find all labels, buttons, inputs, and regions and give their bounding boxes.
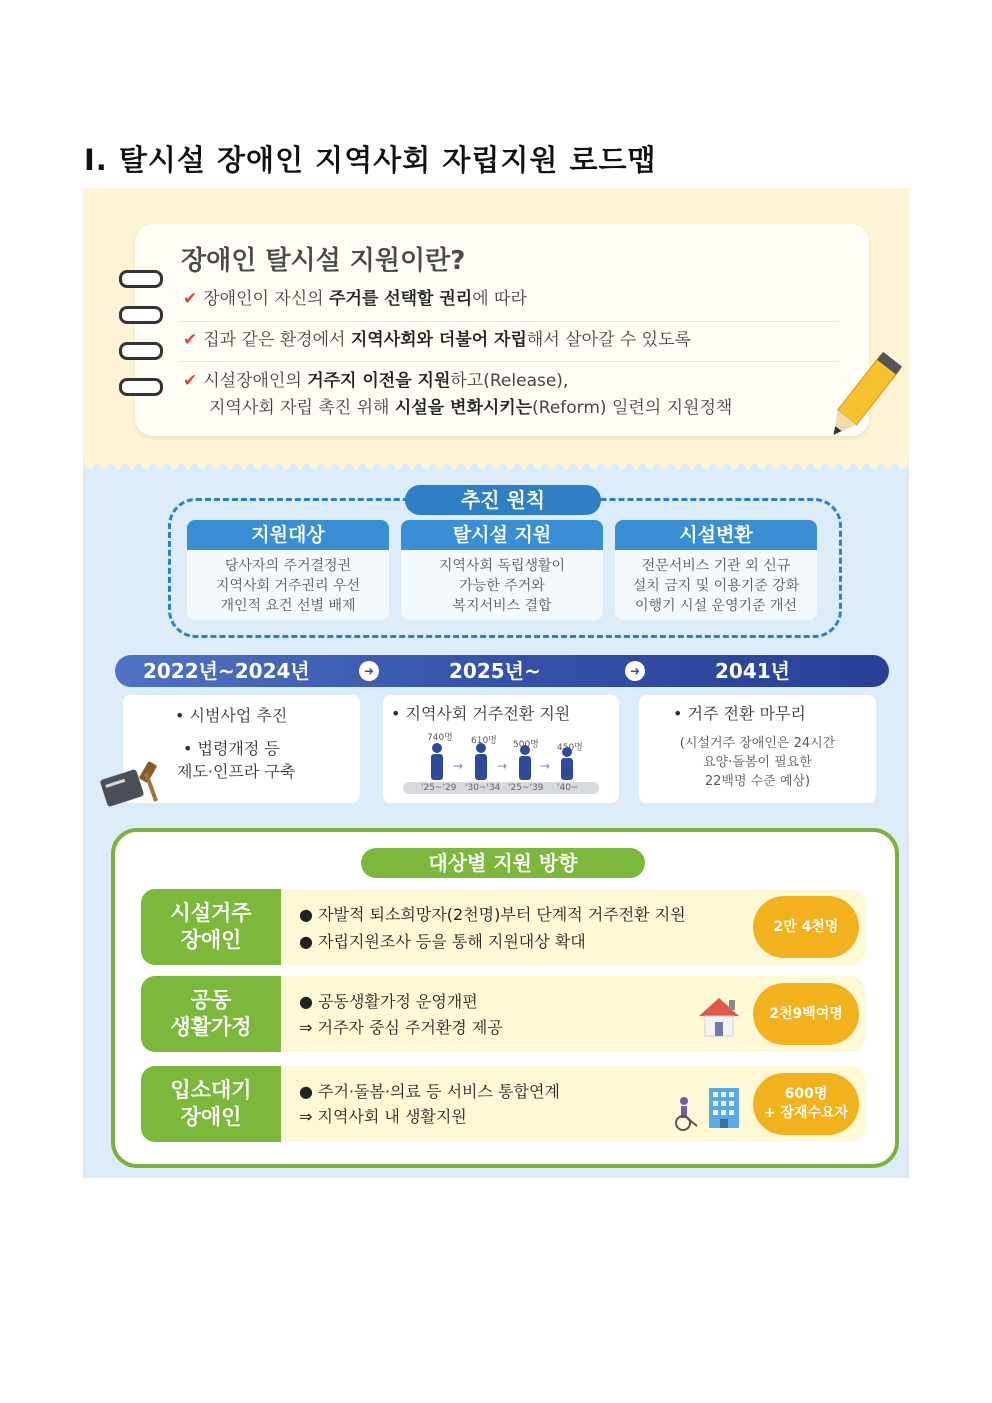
target-row-line: ● 자발적 퇴소희망자(2천명)부터 단계적 거주전환 지원: [299, 905, 686, 924]
principle-column: [187, 520, 389, 620]
heading-line: 장애인: [180, 1105, 242, 1129]
target-row: [141, 889, 865, 965]
notebook-ring: [119, 342, 163, 360]
definition-item: [209, 395, 732, 422]
principle-line: 당사자의 주거결정권: [224, 558, 352, 574]
badge-line: + 잠재수요자: [763, 1105, 849, 1121]
principle-column: [401, 520, 603, 620]
pencil-icon: [815, 346, 905, 456]
timeline-period: 2041년: [715, 659, 790, 683]
divider: [179, 321, 839, 322]
phase-note-line: (시설거주 장애인은 24시간: [679, 736, 836, 751]
arrow-right-icon: ➜: [359, 661, 379, 681]
page-title: Ⅰ. 탈시설 장애인 지역사회 자립지원 로드맵: [84, 143, 657, 177]
badge-line: 600명: [784, 1086, 828, 1102]
heading-line: 공동: [190, 988, 232, 1012]
phase-item: • 법령개정 등: [183, 739, 280, 758]
figure-years: '30~'34: [465, 783, 501, 793]
roadmap-infographic: [83, 188, 909, 1178]
principle-line: 설치 금지 및 이용기준 강화: [632, 578, 800, 594]
arrow-right-icon: ➜: [625, 661, 645, 681]
target-row-line: ● 주거·돌봄·의료 등 서비스 통합연계: [299, 1082, 560, 1101]
zigzag-divider: [83, 456, 909, 470]
definition-emphasis: 시설을 변화시키는: [394, 398, 533, 418]
figure-count: 500명: [513, 740, 539, 750]
wheelchair-icon: [671, 1096, 701, 1132]
phase-note-line: 22백명 수준 예상): [704, 774, 811, 789]
definition-text: 해서 살아갈 수 있도록: [526, 330, 691, 350]
badge-line: 2만 4천명: [773, 918, 839, 935]
definition-text: 장애인이 자신의: [203, 289, 330, 309]
house-icon: [697, 994, 741, 1038]
principle-heading: 탈시설 지원: [401, 520, 603, 550]
target-row-line: ● 공동생활가정 운영개편: [299, 992, 478, 1011]
notebook-ring: [119, 270, 163, 288]
phase-item: • 거주 전환 마무리: [673, 704, 806, 723]
definition-emphasis: 거주지 이전을 지원: [307, 371, 451, 391]
principle-heading: 시설변환: [615, 520, 817, 550]
svg-text:→: →: [540, 759, 551, 773]
phase-note-line: 요양·돌봄이 필요한: [703, 755, 812, 770]
targets-title: 대상별 지원 방향: [361, 848, 645, 878]
notebook-ring: [119, 378, 163, 396]
principle-line: 전문서비스 기관 외 신규: [641, 558, 791, 574]
figure-years: '25~'39: [508, 783, 544, 793]
timeline-period: 2022년~2024년: [143, 659, 310, 683]
figure-count: 450명: [557, 743, 583, 753]
count-badge: [753, 1073, 859, 1135]
definition-text: 시설장애인의: [203, 371, 308, 391]
target-row-line: ● 자립지원조사 등을 통해 지원대상 확대: [299, 932, 586, 951]
gavel-law-book-icon: [99, 754, 167, 808]
target-row: [141, 976, 865, 1052]
divider: [179, 361, 839, 362]
phase-item: • 지역사회 거주전환 지원: [391, 704, 571, 723]
principle-column: [615, 520, 817, 620]
principle-line: 이행기 시설 운영기준 개선: [634, 598, 798, 614]
definition-text: 지역사회 자립 촉진 위해: [209, 398, 395, 418]
checkmark-icon: ✔: [183, 330, 198, 350]
principles-title: 추진 원칙: [405, 485, 601, 515]
phase-note: [645, 734, 870, 791]
heading-line: 시설거주: [170, 901, 252, 925]
checkmark-icon: ✔: [183, 289, 198, 309]
target-row-heading: [141, 1066, 281, 1142]
timeline-period: 2025년~: [449, 659, 541, 683]
notebook-ring: [119, 306, 163, 324]
principle-body: [401, 550, 603, 616]
figure-count: 610명: [471, 736, 497, 746]
heading-line: 장애인: [180, 928, 242, 952]
definition-text: 집과 같은 환경에서: [203, 330, 351, 350]
principle-line: 복지서비스 결합: [452, 598, 552, 614]
definition-title: 장애인 탈시설 지원이란?: [181, 246, 466, 276]
svg-text:→: →: [497, 759, 508, 773]
target-row-heading: [141, 976, 281, 1052]
principle-line: 지역사회 거주권리 우선: [215, 578, 361, 594]
principle-line: 지역사회 독립생활이: [438, 558, 566, 574]
target-row-heading: [141, 889, 281, 965]
count-badge: [753, 983, 859, 1045]
heading-line: 입소대기: [170, 1078, 252, 1102]
count-badge: [753, 896, 859, 958]
definition-text: (Reform) 일련의 지원정책: [532, 398, 733, 418]
figure-count: 740명: [427, 733, 453, 743]
badge-line: 2천9백여명: [769, 1005, 843, 1022]
principle-line: 가능한 주거와: [459, 578, 545, 594]
figure-years: '25~'29: [421, 783, 457, 793]
principle-heading: 지원대상: [187, 520, 389, 550]
principle-body: [615, 550, 817, 616]
definition-item: [183, 327, 691, 354]
phase-item: • 시범사업 추진: [175, 706, 288, 725]
definition-item: [183, 286, 527, 313]
figure-years: '40~: [557, 783, 579, 793]
target-row: [141, 1066, 865, 1142]
principle-line: 개인적 요건 선별 배제: [220, 598, 356, 614]
definition-text: 하고(Release),: [450, 371, 569, 391]
building-icon: [707, 1084, 741, 1130]
phase-item: 제도·인프라 구축: [177, 762, 296, 781]
principle-body: [187, 550, 389, 616]
definition-text: 에 따라: [472, 289, 527, 309]
definition-emphasis: 지역사회와 더불어 자립: [350, 330, 527, 350]
definition-emphasis: 주거를 선택할 권리: [329, 289, 473, 309]
target-row-line: ⇒ 거주자 중심 주거환경 제공: [299, 1018, 503, 1037]
target-row-line: ⇒ 지역사회 내 생활지원: [299, 1107, 467, 1126]
definition-item: [183, 368, 568, 395]
checkmark-icon: ✔: [183, 371, 198, 391]
heading-line: 생활가정: [170, 1015, 252, 1039]
svg-text:→: →: [453, 759, 464, 773]
